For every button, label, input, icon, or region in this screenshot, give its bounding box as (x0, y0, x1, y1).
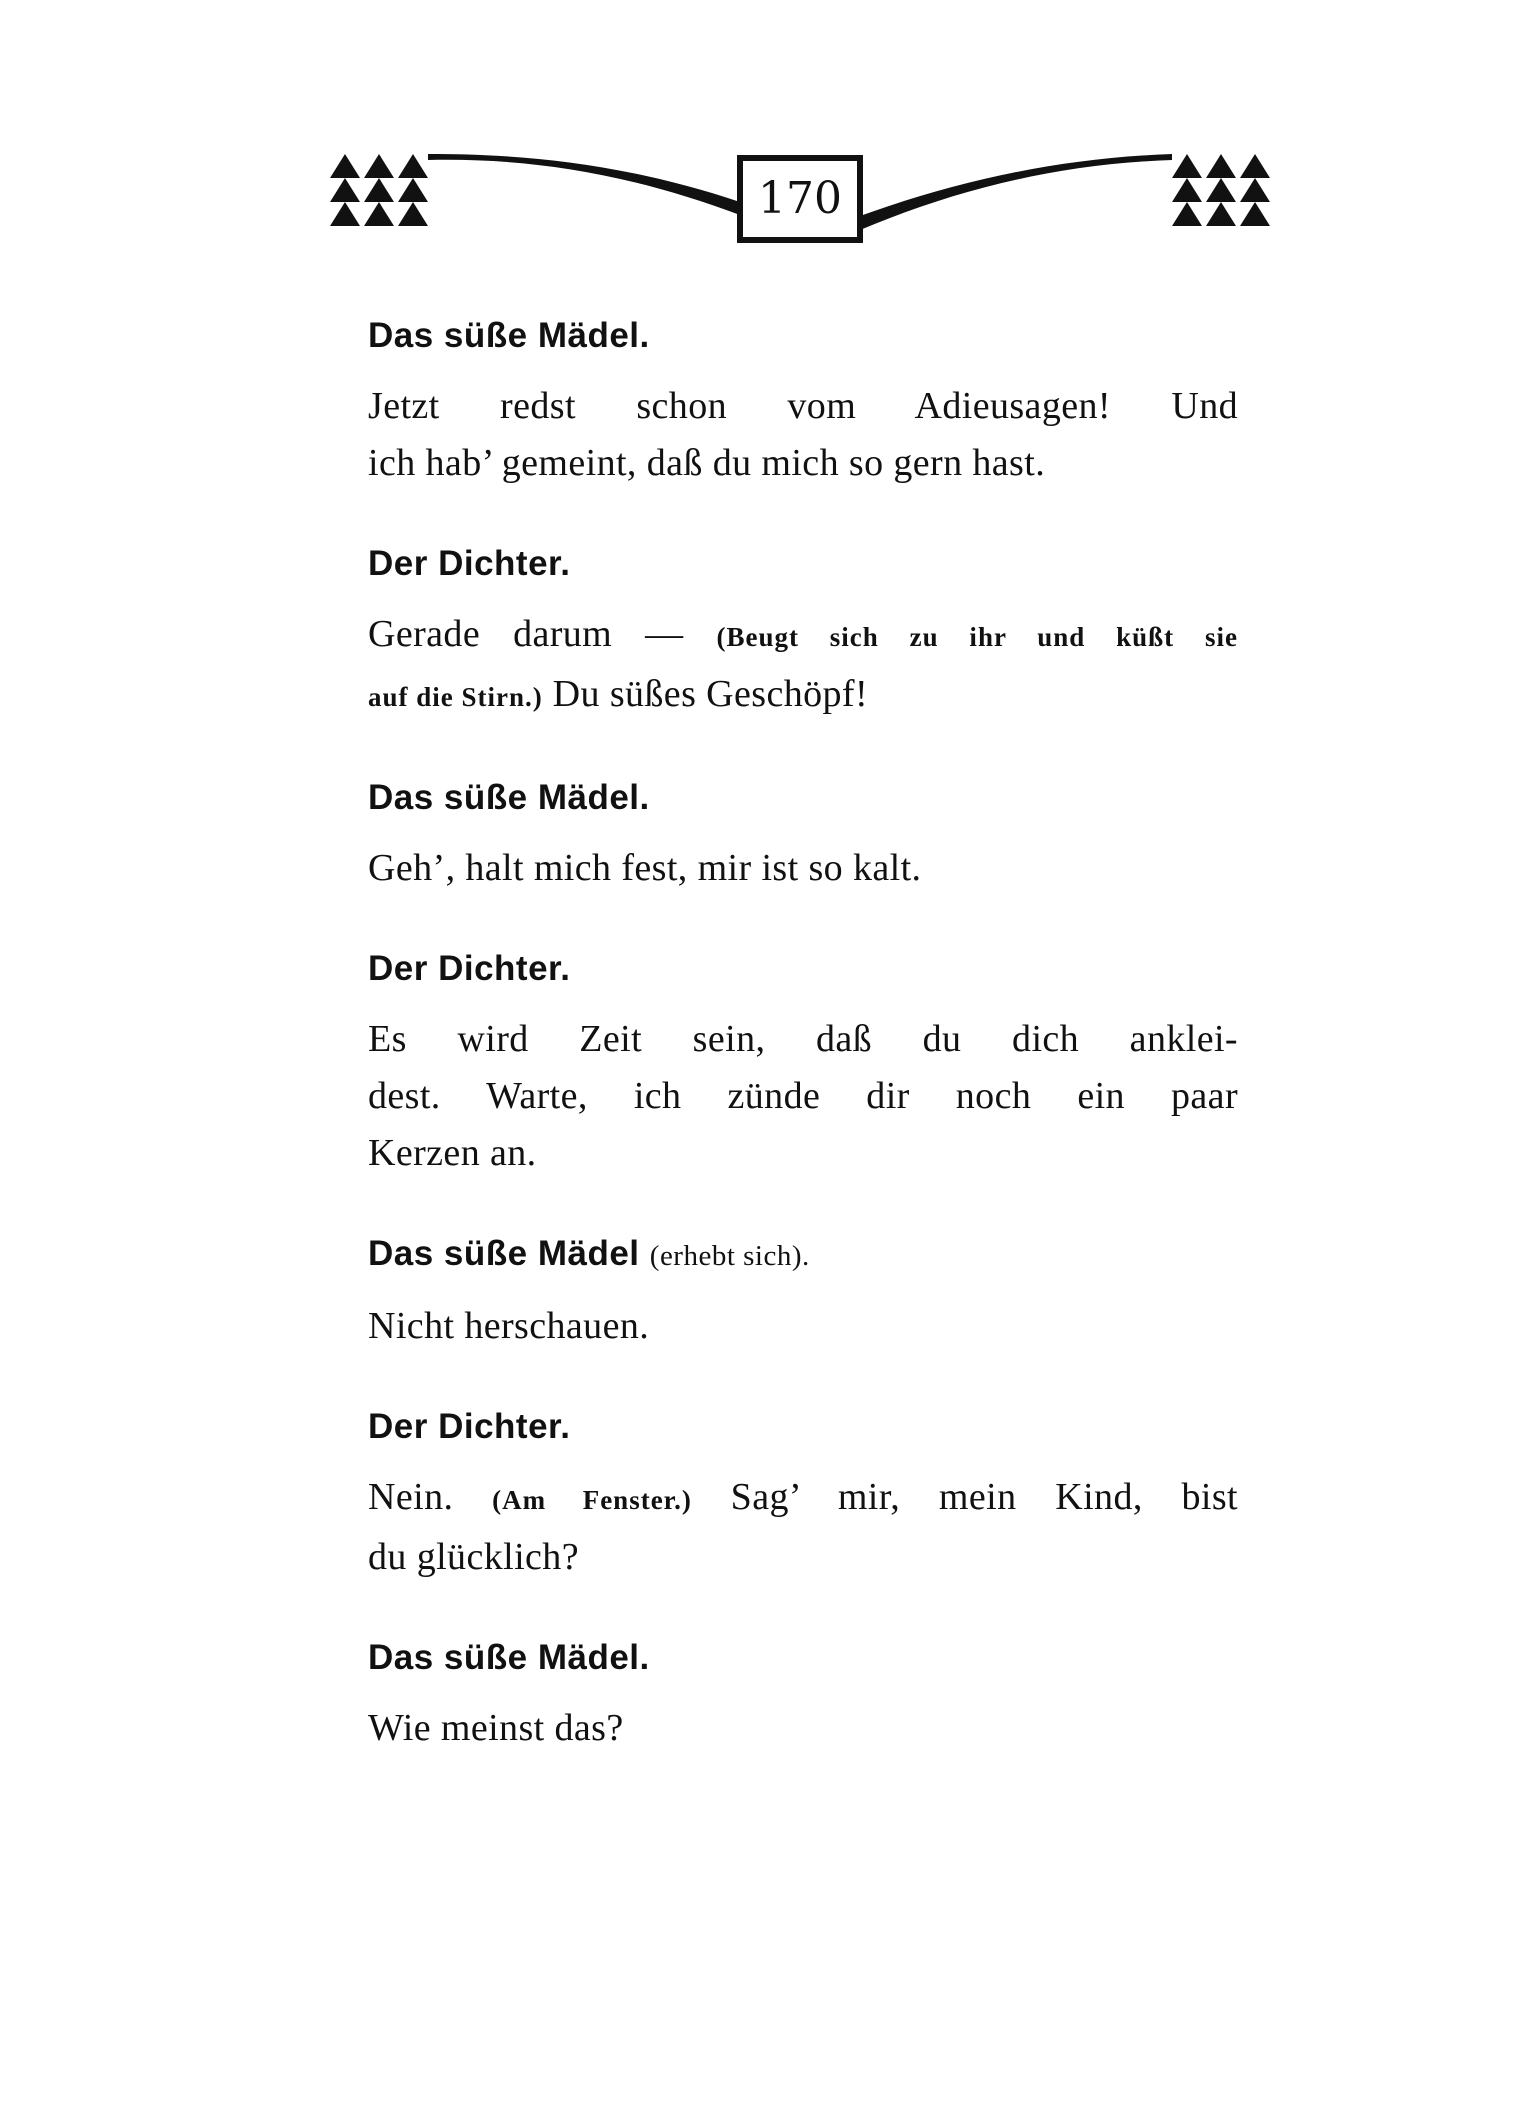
dialogue-block (368, 1232, 1238, 1355)
dialogue-block (368, 542, 1238, 726)
speaker-label: Das süße Mädel (368, 1234, 640, 1273)
dialogue-block (368, 947, 1238, 1182)
dialogue-line: dest. Warte, ich zünde dir noch ein paar (368, 1075, 1238, 1117)
play-text (368, 314, 1238, 1807)
dialogue-line (368, 606, 1238, 666)
speaker-name: Das süße Mädel. (368, 316, 650, 355)
dialogue-block (368, 1405, 1238, 1586)
page-number: 170 (758, 173, 842, 224)
dialogue-line (368, 1469, 1238, 1529)
dialogue-line: du glücklich? (368, 1536, 579, 1578)
dialogue-block (368, 776, 1238, 897)
dialogue-text: Nein. (368, 1476, 454, 1518)
page-header-ornament (320, 140, 1280, 260)
dialogue-line (368, 666, 1238, 726)
dialogue-line: ich hab’ gemeint, daß du mich so gern hast. (368, 442, 1046, 484)
stage-direction: (erhebt sich). (649, 1240, 810, 1272)
speaker-name: Das süße Mädel. (368, 1638, 650, 1677)
speaker-name: Das süße Mädel. (368, 778, 650, 817)
left-swoosh (428, 154, 740, 215)
speaker-name: Der Dichter. (368, 949, 571, 988)
dialogue-block (368, 1636, 1238, 1757)
speaker-name: Der Dichter. (368, 544, 571, 583)
dialogue-text: Sag’ mir, mein Kind, bist (730, 1476, 1239, 1518)
stage-direction: (Beugt sich zu ihr und küßt sie (716, 622, 1238, 652)
dialogue-text: Gerade darum — (368, 613, 684, 655)
dialogue-block (368, 314, 1238, 492)
right-spade-ornament-icon (1172, 154, 1270, 226)
dialogue-line: Wie meinst das? (368, 1707, 624, 1749)
right-swoosh (860, 154, 1172, 230)
speaker-name: Der Dichter. (368, 1407, 571, 1446)
stage-direction: auf die Stirn.) (368, 682, 543, 712)
speaker-name (368, 1232, 1238, 1278)
dialogue-line: Geh’, halt mich fest, mir ist so kalt. (368, 847, 922, 889)
left-spade-ornament-icon (330, 154, 428, 226)
dialogue-line: Nicht herschauen. (368, 1305, 650, 1347)
stage-direction: (Am Fenster.) (492, 1485, 692, 1515)
dialogue-line: Kerzen an. (368, 1132, 537, 1174)
dialogue-line: Jetzt redst schon vom Adieusagen! Und (368, 385, 1238, 427)
dialogue-line: Es wird Zeit sein, daß du dich anklei- (368, 1018, 1238, 1060)
dialogue-text: Du süßes Geschöpf! (552, 673, 869, 715)
